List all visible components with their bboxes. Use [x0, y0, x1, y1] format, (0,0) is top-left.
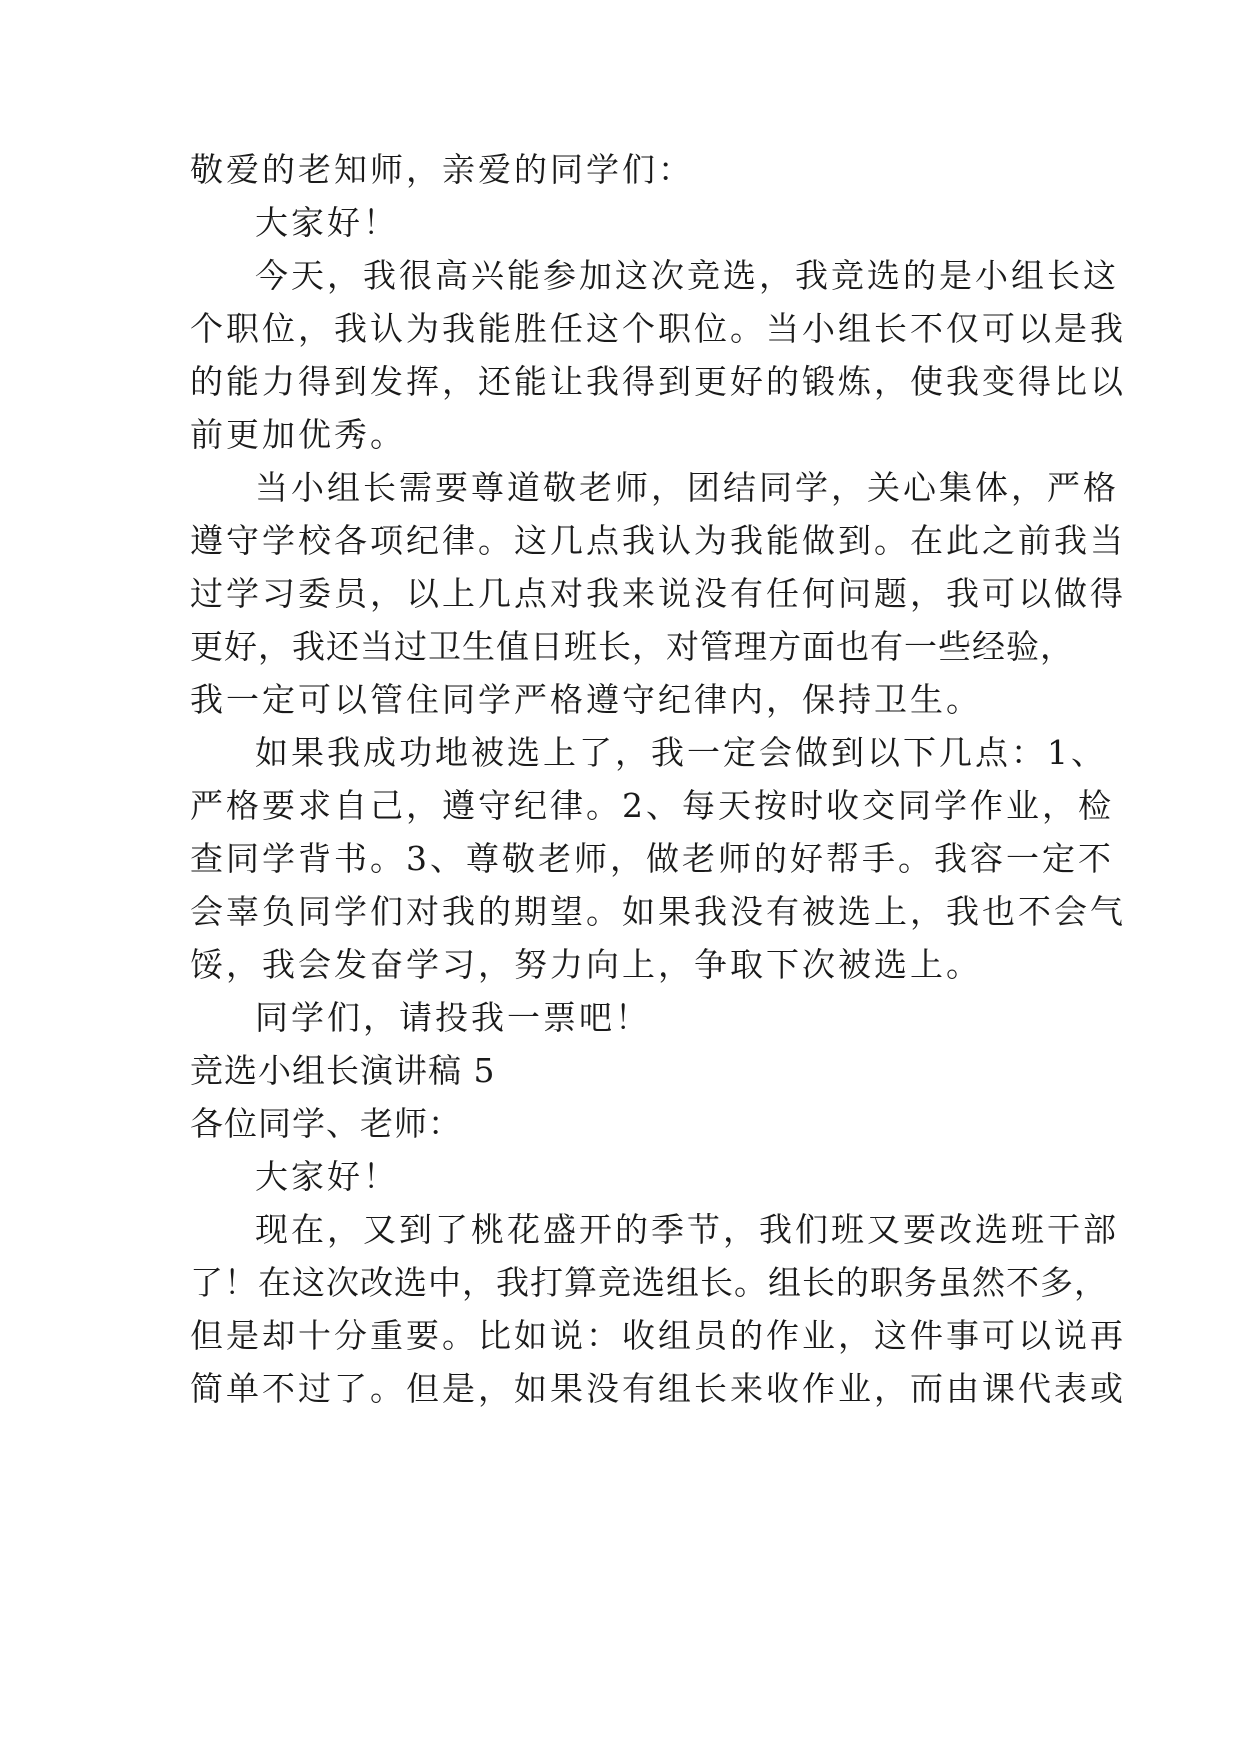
paragraph-line: 查同学背书。3、尊敬老师，做老师的好帮手。我容一定不 — [190, 839, 1114, 878]
paragraph-line: 如果我成功地被选上了，我一定会做到以下几点：1、 — [255, 733, 1107, 772]
paragraph-line: 更好，我还当过卫生值日班长，对管理方面也有一些经验， — [190, 627, 1074, 666]
greeting-line: 大家好！ — [255, 203, 399, 242]
paragraph-line: 简单不过了。但是，如果没有组长来收作业，而由课代表或 — [190, 1369, 1126, 1408]
paragraph-line: 今天，我很高兴能参加这次竞选，我竞选的是小组长这 — [255, 256, 1119, 295]
paragraph-line: 现在，又到了桃花盛开的季节，我们班又要改选班干部 — [255, 1210, 1119, 1249]
closing-line: 同学们，请投我一票吧！ — [255, 998, 651, 1037]
paragraph-line: 个职位，我认为我能胜任这个职位。当小组长不仅可以是我 — [190, 309, 1126, 348]
paragraph-line: 过学习委员，以上几点对我来说没有任何问题，我可以做得 — [190, 574, 1126, 613]
paragraph-line: 前更加优秀。 — [190, 415, 406, 454]
paragraph-line: 了！在这次改选中，我打算竞选组长。组长的职务虽然不多， — [190, 1263, 1108, 1302]
paragraph-line: 我一定可以管住同学严格遵守纪律内，保持卫生。 — [190, 680, 982, 719]
paragraph-line: 遵守学校各项纪律。这几点我认为我能做到。在此之前我当 — [190, 521, 1126, 560]
paragraph-line: 严格要求自己，遵守纪律。2、每天按时收交同学作业，检 — [190, 786, 1114, 825]
salutation-line: 敬爱的老知师，亲爱的同学们： — [190, 150, 694, 189]
paragraph-line: 当小组长需要尊道敬老师，团结同学，关心集体，严格 — [255, 468, 1119, 507]
section-heading: 竞选小组长演讲稿 5 — [190, 1051, 496, 1090]
paragraph-line: 馁，我会发奋学习，努力向上，争取下次被选上。 — [190, 945, 982, 984]
paragraph-line: 但是却十分重要。比如说：收组员的作业，这件事可以说再 — [190, 1316, 1126, 1355]
paragraph-line: 的能力得到发挥，还能让我得到更好的锻炼，使我变得比以 — [190, 362, 1126, 401]
greeting-line: 大家好！ — [255, 1157, 399, 1196]
salutation-line: 各位同学、老师： — [190, 1104, 462, 1143]
paragraph-line: 会辜负同学们对我的期望。如果我没有被选上，我也不会气 — [190, 892, 1126, 931]
